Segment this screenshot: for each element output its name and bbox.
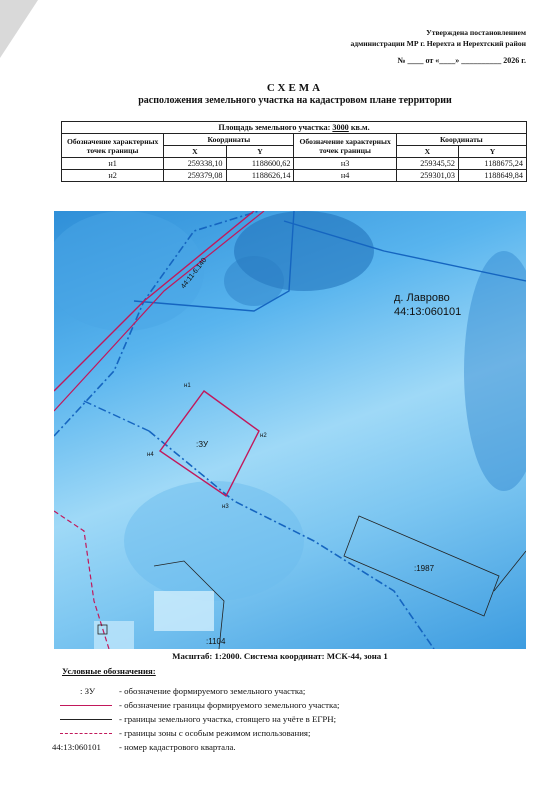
header-x-left: X [164, 146, 226, 158]
table-row [62, 158, 527, 170]
parcel-outline [494, 551, 526, 591]
field-area [124, 481, 304, 601]
area-row [62, 122, 527, 134]
legend-item [52, 740, 522, 754]
cell-x: 259338,10 [164, 158, 226, 170]
page-corner-fold [0, 0, 38, 58]
document-subtitle: расположения земельного участка на кадастровом плане территории [138, 95, 452, 106]
point-label-n2: н2 [260, 433, 267, 439]
legend-item [52, 698, 522, 712]
legend-item [52, 684, 522, 698]
header-coords-right: Координаты [396, 134, 526, 146]
tree-area [464, 251, 526, 491]
header-point-right: Обозначение характерных точек границы [294, 134, 396, 158]
legend-desc: - границы зоны с особым режимом использования; [119, 728, 311, 738]
approval-number-line: № ____ от «____» __________ 2026 г. [397, 56, 526, 65]
map-drawing [54, 211, 526, 649]
point-label-n3: н3 [222, 504, 229, 510]
quarter-boundary [84, 401, 149, 431]
point-label-n1: н1 [184, 383, 191, 389]
cell-x: 259345,52 [396, 158, 458, 170]
cell-x: 259301,03 [396, 170, 458, 182]
point-label-n4: н4 [147, 452, 154, 458]
parcel-1987-label: :1987 [414, 564, 435, 573]
scale-line: Масштаб: 1:2000. Система координат: МСК-44, зона 1 [172, 651, 388, 661]
legend-line-red [60, 705, 112, 706]
cell-y: 1188626,14 [226, 170, 294, 182]
header-point-left: Обозначение характерных точек границы [62, 134, 164, 158]
cell-point: н1 [62, 158, 164, 170]
approval-line-1: Утверждена постановлением [426, 28, 526, 37]
road-label: 44:11-6.140 [180, 256, 209, 291]
legend-desc: - номер кадастрового квартала. [119, 742, 236, 752]
locality-label: д. Лаврово [394, 292, 450, 304]
legend-item [52, 712, 522, 726]
header-x-right: X [396, 146, 458, 158]
legend [52, 666, 522, 754]
coordinates-table [61, 121, 527, 182]
area-unit: кв.м. [350, 123, 370, 132]
header-y-right: Y [458, 146, 526, 158]
legend-title: Условные обозначения: [62, 666, 156, 676]
legend-line-pink-dashed [60, 733, 112, 734]
legend-symbol-quarter: 44:13:060101 [52, 742, 101, 752]
area-value: 3000 [332, 123, 349, 132]
legend-desc: - обозначение формируемого земельного участка; [119, 686, 306, 696]
cell-point: н2 [62, 170, 164, 182]
legend-line-black [60, 719, 112, 720]
approval-block [296, 28, 526, 67]
cell-point: н4 [294, 170, 396, 182]
area-label: Площадь земельного участка: [218, 123, 331, 132]
cell-y: 1188675,24 [458, 158, 526, 170]
cell-y: 1188600,62 [226, 158, 294, 170]
document-title: СХЕМА [266, 82, 324, 94]
parcel-1104-label: :1104 [206, 637, 226, 646]
legend-desc: - обозначение границы формируемого земельного участка; [119, 700, 340, 710]
quarter-label: 44:13:060101 [394, 306, 462, 318]
plot-label: :ЗУ [196, 440, 209, 449]
approval-line-2: администрации МР г. Нерехта и Нерехтский район [350, 38, 526, 48]
legend-symbol-plot: : ЗУ [80, 686, 96, 696]
legend-desc: - границы земельного участка, стоящего на учёте в ЕГРН; [119, 714, 337, 724]
table-row [62, 170, 527, 182]
header-coords-left: Координаты [164, 134, 294, 146]
header-y-left: Y [226, 146, 294, 158]
building-footprint [154, 591, 214, 631]
cadastral-map [54, 211, 526, 649]
cell-x: 259379,08 [164, 170, 226, 182]
cell-point: н3 [294, 158, 396, 170]
legend-item [52, 726, 522, 740]
cell-y: 1188649,84 [458, 170, 526, 182]
formed-plot-outline [160, 391, 259, 496]
